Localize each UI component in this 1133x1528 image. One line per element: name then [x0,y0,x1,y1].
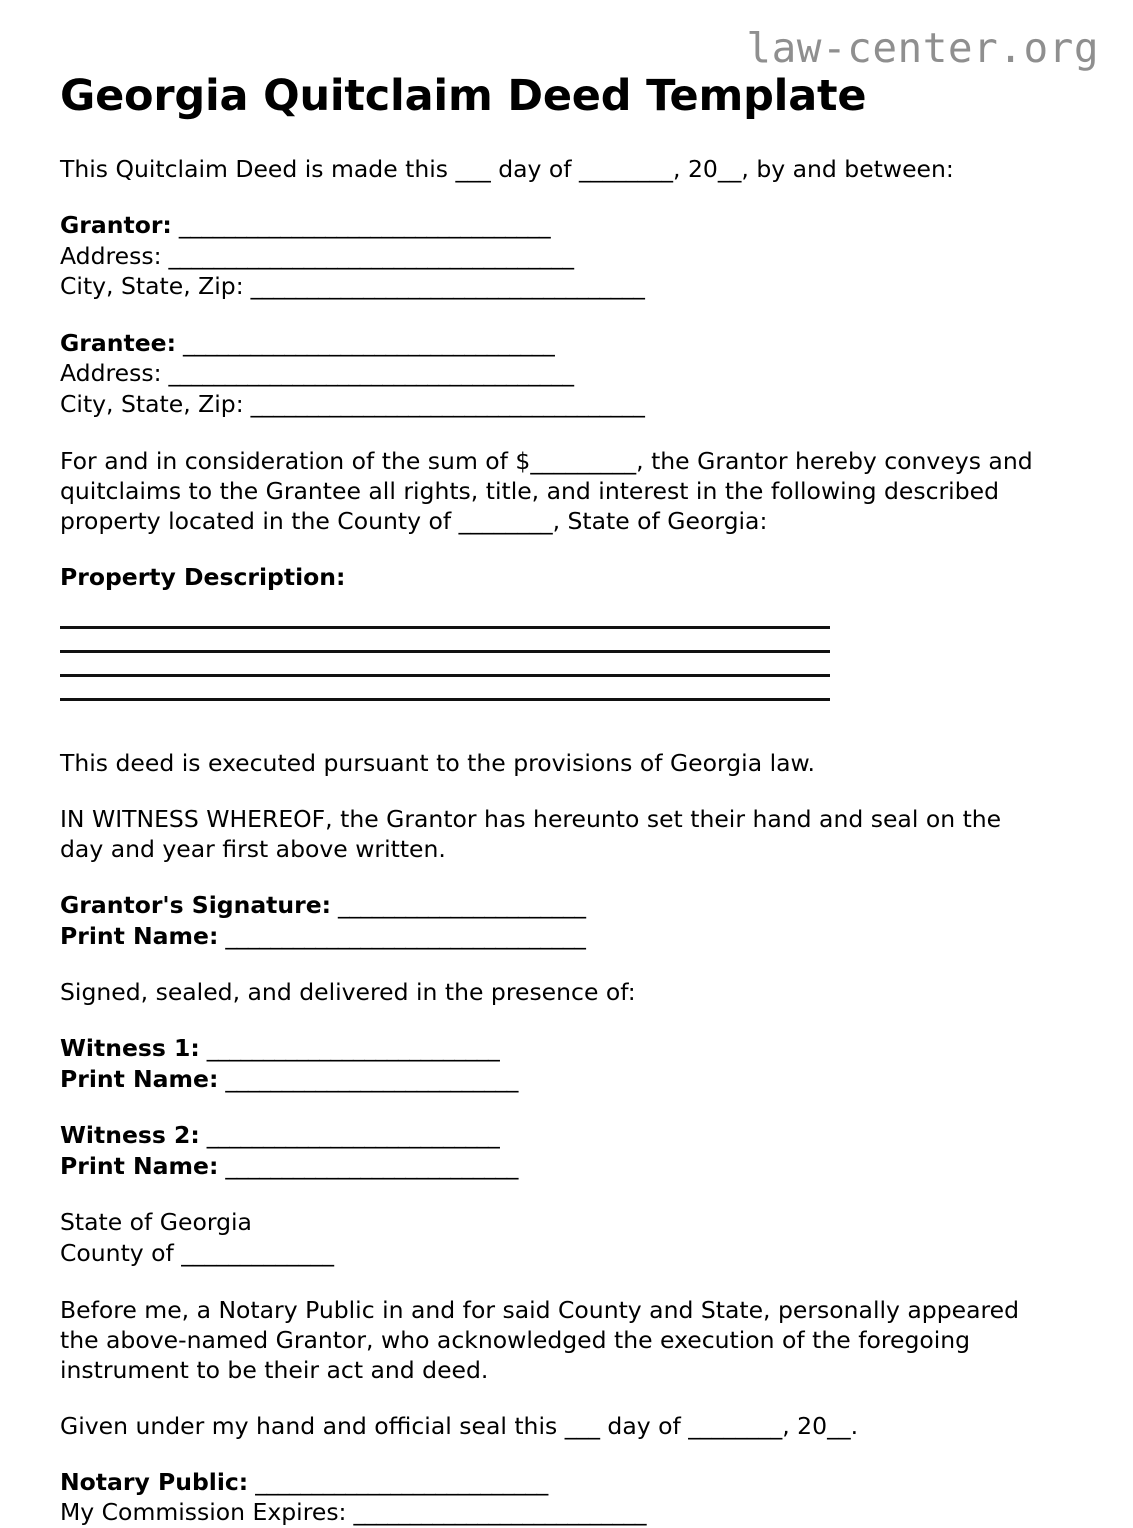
site-watermark: law-center.org [746,24,1099,72]
witness-1-blank[interactable]: __________________________ [199,1034,500,1063]
notary-acknowledgment-paragraph: Before me, a Notary Public in and for said County and State, personally appeared the above-named Grantor, who acknowledged the execution of the foregoing instrument to be their act and deed. [60,1295,1020,1384]
commission-expires-blank[interactable]: __________________________ [346,1498,646,1527]
executed-clause: This deed is executed pursuant to the provisions of Georgia law. [60,748,816,777]
grantor-city-blank[interactable]: ___________________________________ [243,272,645,301]
page-title: Georgia Quitclaim Deed Template [60,71,867,121]
spacer [60,1385,1045,1411]
witness-2-row [60,1120,1045,1151]
witness-2-block [60,1120,1045,1181]
witness-whereof-paragraph: IN WITNESS WHEREOF, the Grantor has hereunto set their hand and seal on the day and year first above written. [60,804,1002,863]
grantor-city-row [60,271,1045,302]
intro-paragraph: This Quitclaim Deed is made this ___ day of ________, 20__, by and between: [60,155,954,184]
seal-line: Given under my hand and official seal this ___ day of ________, 20__. [60,1411,859,1440]
grantor-signature-label: Grantor's Signature: [60,891,332,920]
county-line[interactable]: County of _____________ [60,1238,335,1267]
grantor-name-blank[interactable]: _________________________________ [171,211,551,240]
spacer [60,536,1045,562]
grantee-city-blank[interactable]: ___________________________________ [243,389,645,418]
grantee-name-row [60,328,1045,359]
grantor-address-blank[interactable]: ____________________________________ [161,241,574,270]
spacer [60,1007,1045,1033]
grantor-block [60,210,1045,302]
witness-2-blank[interactable]: __________________________ [199,1121,500,1150]
grantee-block [60,328,1045,420]
spacer [60,1094,1045,1120]
grantee-name-blank[interactable]: _________________________________ [175,328,555,357]
spacer [60,120,1045,154]
spacer [60,420,1045,446]
witness-1-block [60,1033,1045,1094]
rule-line [60,650,830,653]
property-description-rule[interactable] [60,626,1045,650]
spacer [60,1269,1045,1295]
witness-2-print-name-row [60,1151,1045,1182]
witness-2-print-name-label: Print Name: [60,1151,219,1180]
grantor-address-label: Address: [60,241,162,270]
spacer [60,1441,1045,1467]
property-description-heading: Property Description: [60,562,346,591]
grantor-print-name-row [60,921,1045,952]
grantor-signature-row [60,890,1045,921]
notary-venue-block [60,1207,1045,1268]
grantor-print-name-label: Print Name: [60,921,219,950]
property-description-rules [60,626,1045,722]
grantee-label: Grantee: [60,328,176,357]
grantor-signature-blank[interactable]: ______________________ [331,891,586,920]
witness-1-print-name-blank[interactable]: __________________________ [218,1064,518,1093]
grantee-address-blank[interactable]: ____________________________________ [161,359,574,388]
spacer [60,722,1045,748]
spacer [60,1181,1045,1207]
spacer [60,951,1045,977]
property-description-rule[interactable] [60,674,1045,698]
grantee-address-row [60,358,1045,389]
witness-1-row [60,1033,1045,1064]
presence-clause: Signed, sealed, and delivered in the presence of: [60,978,636,1007]
notary-public-row [60,1467,1045,1498]
notary-public-label: Notary Public: [60,1467,249,1496]
notary-signature-block [60,1467,1045,1528]
rule-line [60,626,830,629]
grantee-city-label: City, State, Zip: [60,389,244,418]
grantor-name-row [60,210,1045,241]
notary-public-blank[interactable]: __________________________ [248,1467,548,1496]
property-description-rule[interactable] [60,698,1045,722]
state-line: State of Georgia [60,1208,252,1237]
witness-1-print-name-row [60,1064,1045,1095]
spacer [60,864,1045,890]
rule-line [60,698,830,701]
grantor-address-row [60,241,1045,272]
witness-1-label: Witness 1: [60,1034,200,1063]
grantor-label: Grantor: [60,211,172,240]
spacer [60,184,1045,210]
commission-expires-row [60,1497,1045,1528]
consideration-paragraph: For and in consideration of the sum of $_________, the Grantor hereby conveys and quitclaims to the Grantee all rights, title, and interest in the following described property located in the County of ________, State of Georgia: [60,446,1033,535]
commission-expires-label: My Commission Expires: [60,1498,347,1527]
property-description-rule[interactable] [60,650,1045,674]
grantor-print-name-blank[interactable]: ________________________________ [218,921,586,950]
grantee-address-label: Address: [60,359,162,388]
spacer [60,778,1045,804]
grantee-city-row [60,389,1045,420]
witness-2-print-name-blank[interactable]: __________________________ [218,1151,518,1180]
grantor-signature-block [60,890,1045,951]
witness-2-label: Witness 2: [60,1121,200,1150]
spacer [60,302,1045,328]
witness-1-print-name-label: Print Name: [60,1064,219,1093]
spacer [60,592,1045,626]
rule-line [60,674,830,677]
grantor-city-label: City, State, Zip: [60,272,244,301]
